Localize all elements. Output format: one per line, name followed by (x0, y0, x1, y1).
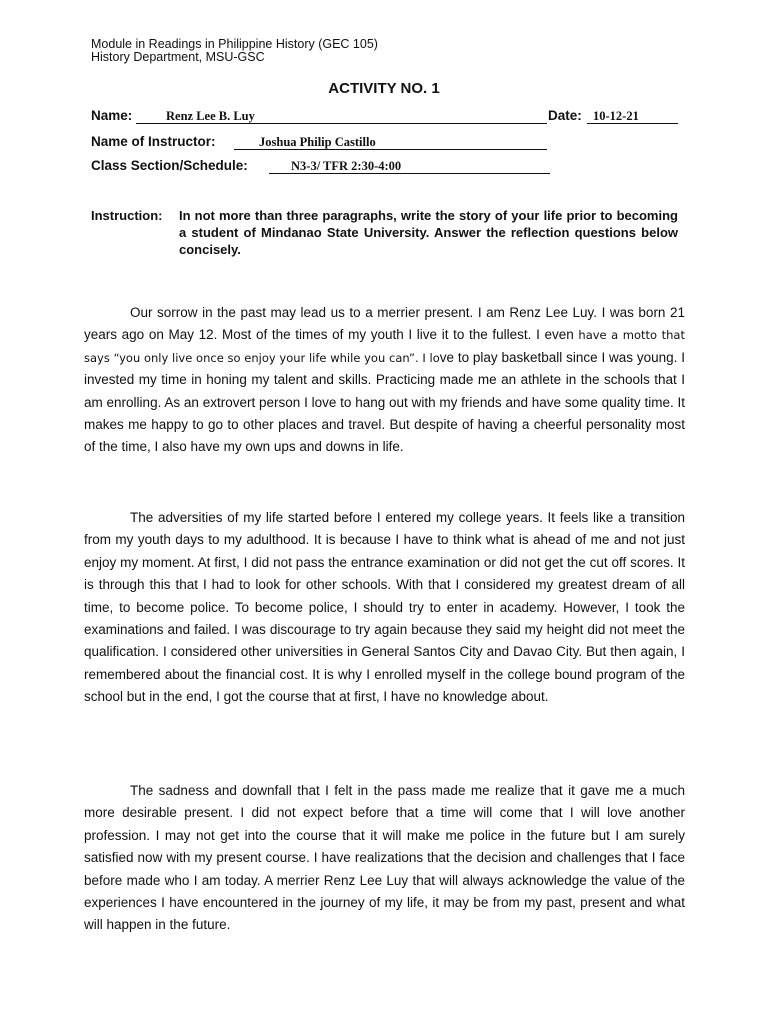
date-value: 10-12-21 (587, 108, 678, 124)
essay-paragraph-3 (84, 780, 685, 937)
section-value: N3-3/ TFR 2:30-4:00 (269, 158, 550, 174)
name-value: Renz Lee B. Luy (136, 108, 547, 124)
paragraph-1-motto: have a motto that says “you only live once so enjoy your life while you can”. I lo (84, 328, 685, 365)
essay-paragraph-1 (84, 302, 685, 459)
paragraph-3-text: The sadness and downfall that I felt in the pass made me realize that it gave me a much more desirable present. I did not expect before that a time will come that I will love another profession. I may not get into the course that it will make me police in the future but I am surely satisfied now with my present course. I have realizations that the decision and challenges that I face before made who I am today. A merrier Renz Lee Luy that will always acknowledge the value of the experiences I have encountered in the journey of my life, it may be from my past, present and what will happen in the future. (84, 783, 685, 933)
instructor-label: Name of Instructor: (91, 134, 216, 149)
section-label: Class Section/Schedule: (91, 158, 248, 173)
paragraph-2-text: The adversities of my life started before I entered my college years. It feels like a transition from my youth days to my adulthood. It is because I have to think what is ahead of me and not just enjoy my moment. At first, I did not pass the entrance examination or did not get the cut off scores. It is through this that I had to look for other schools. With that I considered my greatest dream of all time, to become police. To become police, I should try to enter in academy. However, I took the examinations and failed. I was discourage to try again because they said my height did not meet the qualification. I considered other universities in General Santos City and Davao City. But then again, I remembered about the financial cost. It is why I enrolled myself in the college bound program of the school but in the end, I got the course that at first, I have no knowledge about. (84, 510, 685, 705)
instructor-value: Joshua Philip Castillo (234, 134, 547, 150)
instruction-text: In not more than three paragraphs, write the story of your life prior to becoming a student of Mindanao State University. Answer the reflection questions below concisely. (179, 208, 678, 257)
activity-title: ACTIVITY NO. 1 (328, 80, 440, 97)
date-label: Date: (548, 108, 582, 123)
name-label: Name: (91, 108, 133, 123)
paragraph-1-intro: Our sorrow in the past may lead us to a merrier present. I am Renz Lee Luy. I was born 21 years ago on May 12. Most of the times of my youth I live it to the fullest. I even (84, 305, 685, 343)
instruction-block (91, 207, 678, 258)
module-title: Module in Readings in Philippine History (GEC 105) (91, 37, 378, 51)
paragraph-1-rest: ve to play basketball since I was young. I invested my time in honing my talent and skills. Practicing made me an athlete in the schools that I am enrolling. As an extrovert person I love to hang out with my friends and have some quality time. It makes me happy to go to other places and travel. But despite of having a cheerful personality most of the time, I also have my own ups and downs in life. (84, 349, 685, 455)
document-header (91, 38, 378, 64)
department-line: History Department, MSU-GSC (91, 50, 265, 64)
instruction-label: Instruction: (91, 208, 163, 223)
essay-paragraph-2 (84, 507, 685, 709)
